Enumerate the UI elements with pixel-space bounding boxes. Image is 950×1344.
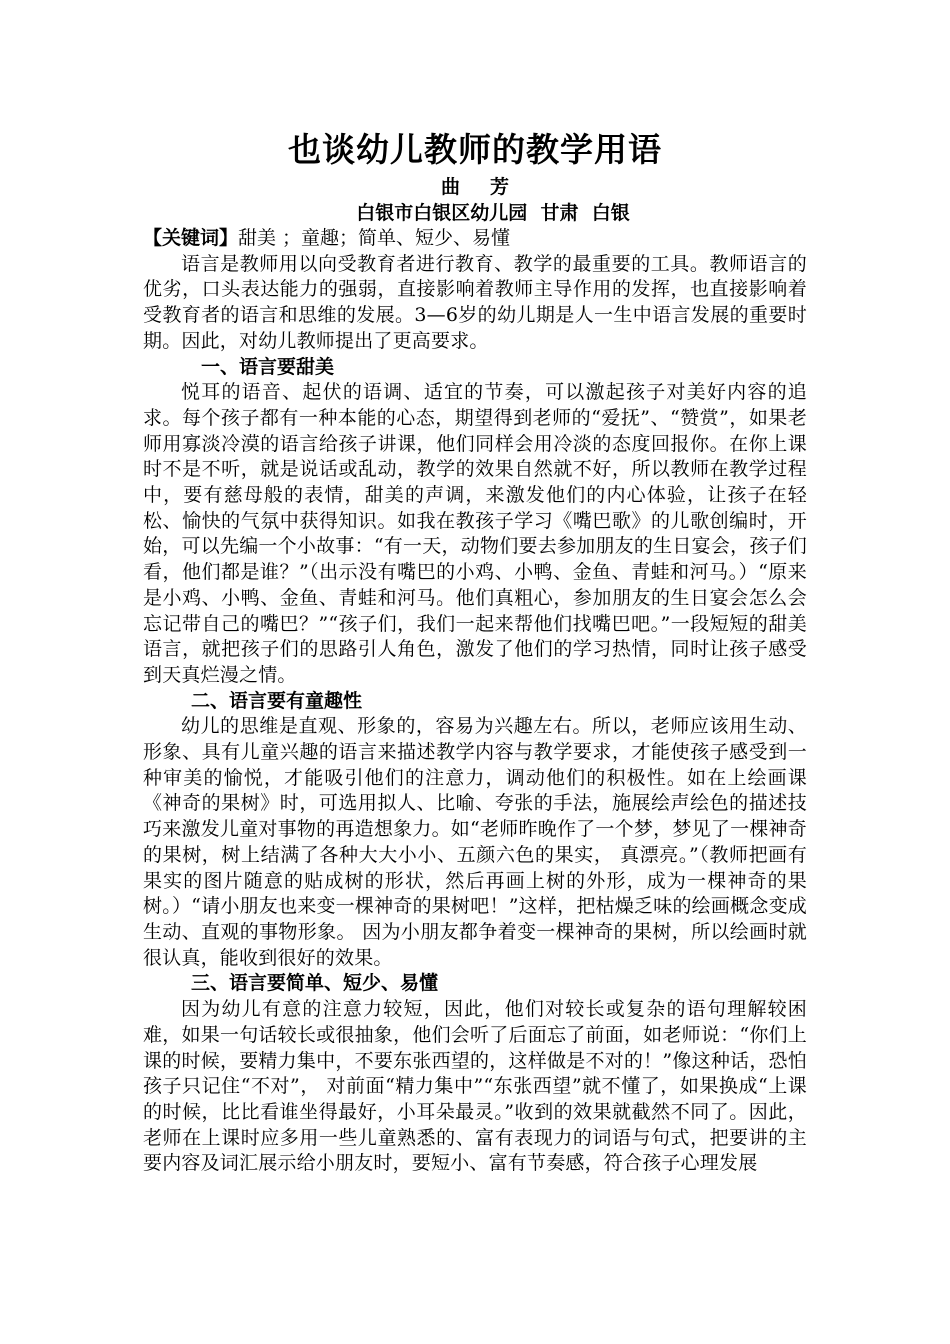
section-heading-3: 三、语言要简单、短少、易懂 (191, 972, 439, 995)
section-body-1: 悦耳的语音、起伏的语调、适宜的节奏，可以激起孩子对美好内容的追求。每个孩子都有一种本能的心态，期望得到老师的“爱抚”、“赞赏”，如果老师用寡淡冷漠的语言给孩子讲课，他们同样会用冷淡的态度回报你。在你上课时不是不听，就是说话或乱动，教学的效果自然就不好，所以教师在教学过程中，要有慈母般的表情，甜美的声调，来激发他们的内心体验，让孩子在轻松、愉快的气氛中获得知识。如我在教孩子学习《嘴巴歌》的儿歌创编时，开始，可以先编一个小故事：“有一天，动物们要去参加朋友的生日宴会，孩子们看，他们都是谁？”（出示没有嘴巴的小鸡、小鸭、金鱼、青蛙和河马。）“原来是小鸡、小鸭、金鱼、青蛙和河马。他们真粗心，参加朋友的生日宴会怎么会忘记带自己的嘴巴？”“孩子们，我们一起来帮他们找嘴巴吧。”一段短短的甜美语言，就把孩子们的思路引人角色，激发了他们的学习热情，同时让孩子感受到天真烂漫之情。 (143, 381, 807, 686)
article-title: 也谈幼儿教师的教学用语 (288, 130, 662, 169)
keywords-label: 【关键词】 (143, 227, 239, 249)
keywords-text: 甜美 ；童趣；简单、短少、易懂 (238, 227, 511, 249)
document-page (143, 128, 807, 1177)
author-affiliation: 白银市白银区幼儿园 甘肃 白银 (356, 202, 630, 224)
author-name: 曲芳 (440, 176, 539, 198)
section-heading-1: 一、语言要甜美 (201, 355, 335, 378)
section-body-2: 幼儿的思维是直观、形象的，容易为兴趣左右。所以，老师应该用生动、形象、具有儿童兴趣的语言来描述教学内容与教学要求，才能使孩子感受到一种审美的愉悦，才能吸引他们的注意力，调动他们的积极性。如在上绘画课《神奇的果树》时，可选用拟人、比喻、夸张的手法，施展绘声绘色的描述技巧来激发儿童对事物的再造想象力。如“老师昨晚作了一个梦，梦见了一棵神奇的果树，树上结满了各种大大小小、五颜六色的果实， 真漂亮。”（教师把画有果实的图片随意的贴成树的形状，然后再画上树的外形，成为一棵神奇的果树。）“请小朋友也来变一棵神奇的果树吧！”这样，把枯燥乏味的绘画概念变成生动、直观的事物形象。 因为小朋友都争着变一棵神奇的果树，所以绘画时就很认真，能收到很好的效果。 (143, 715, 807, 969)
section-body-3: 因为幼儿有意的注意力较短，因此，他们对较长或复杂的语句理解较困难，如果一句话较长或很抽象，他们会听了后面忘了前面，如老师说：“你们上课的时候，要精力集中，不要东张西望的，这样做是不对的！”像这种话，恐怕孩子只记住“不对”， 对前面“精力集中”“东张西望”就不懂了，如果换成“上课的时候，比比看谁坐得最好，小耳朵最灵。”收到的效果就截然不同了。因此，老师在上课时应多用一些儿童熟悉的、富有表现力的词语与句式，把要讲的主要内容及词汇展示给小朋友时，要短小、富有节奏感，符合孩子心理发展 (143, 998, 807, 1175)
intro-paragraph: 语言是教师用以向受教育者进行教育、教学的最重要的工具。教师语言的优劣，口头表达能力的强弱，直接影响着教师主导作用的发挥，也直接影响着受教育者的语言和思维的发展。3—6岁的幼儿期是人一生中语言发展的重要时期。因此，对幼儿教师提出了更高要求。 (143, 252, 807, 352)
keywords-line (143, 226, 807, 252)
section-heading-2: 二、语言要有童趣性 (191, 689, 363, 712)
